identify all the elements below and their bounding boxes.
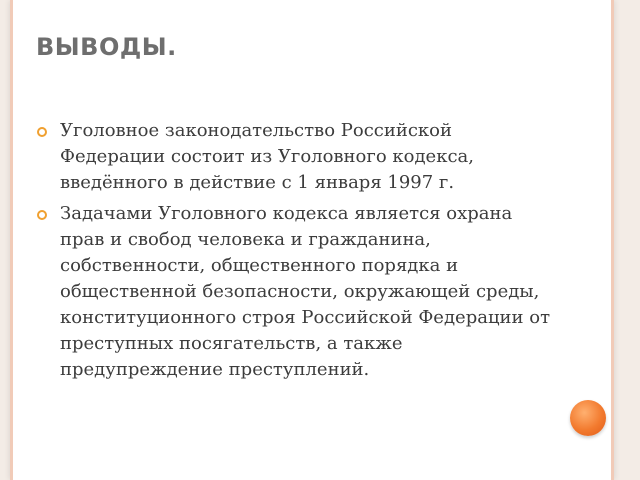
circle-bullet-icon	[37, 210, 47, 220]
slide-left-stripe	[10, 0, 13, 480]
orange-orb-icon	[570, 400, 606, 436]
bullet-text: Уголовное законодательство Российской Федерации состоит из Уголовного кодекса, введённого в действие с 1 января 1997 г.	[60, 120, 474, 193]
slide-right-stripe	[611, 0, 614, 480]
bullet-text: Задачами Уголовного кодекса является охрана прав и свобод человека и гражданина, собственности, общественного порядка и общественной безопасности, окружающей среды, конституционного строя Российской Федерации от преступных посягательств, а также предупреждение преступлений.	[60, 203, 551, 380]
bullet-item	[36, 201, 556, 383]
bullet-item	[36, 118, 556, 196]
slide	[10, 0, 614, 480]
bullet-list	[36, 118, 556, 388]
circle-bullet-icon	[37, 127, 47, 137]
slide-title: ВЫВОДЫ.	[36, 33, 177, 61]
